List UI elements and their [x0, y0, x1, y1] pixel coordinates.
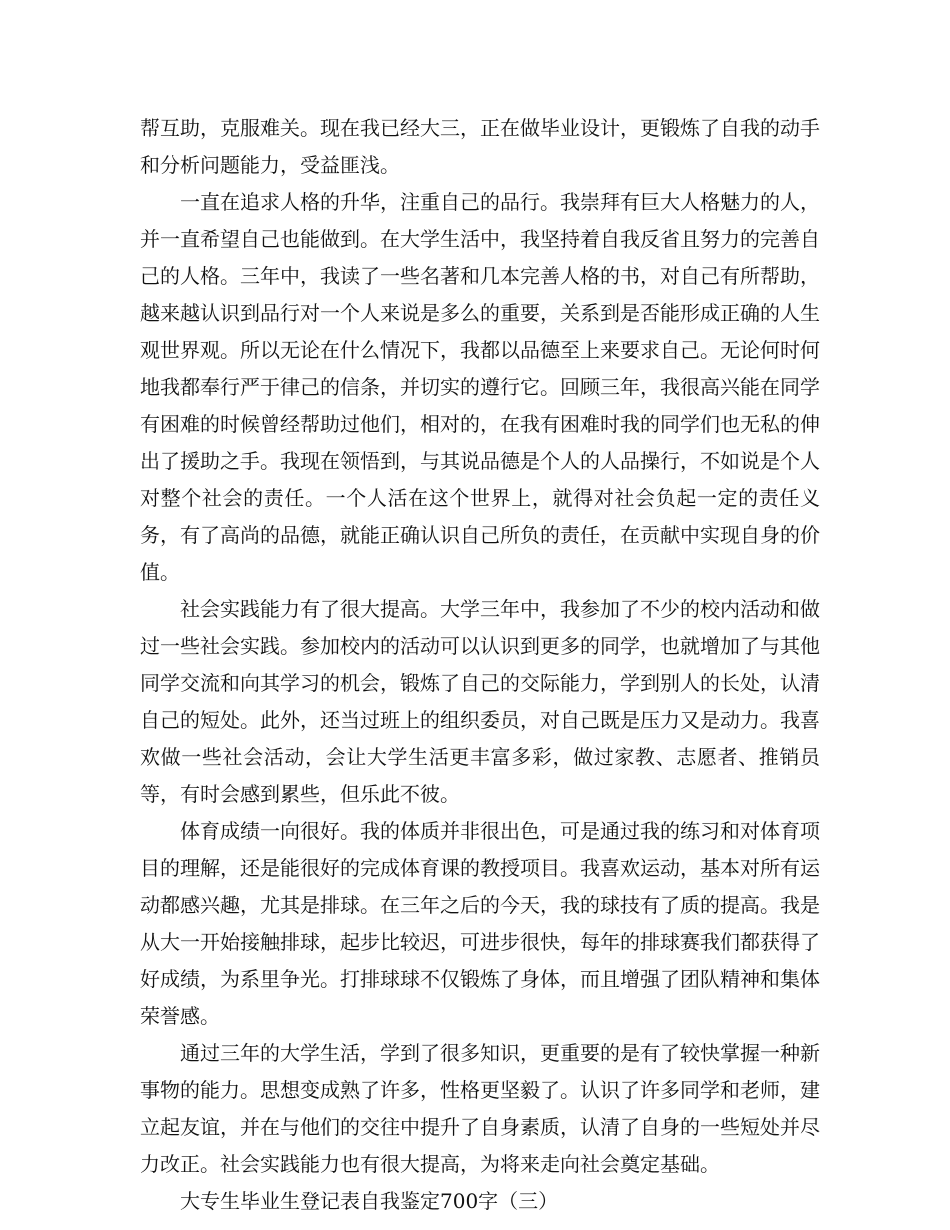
paragraph-3: 社会实践能力有了很大提高。大学三年中，我参加了不少的校内活动和做过一些社会实践。参加校内的活动可以认识到更多的同学，也就增加了与其他同学交流和向其学习的机会，锻炼了自己的交际能力，学到别人的长处，认清自己的短处。此外，还当过班上的组织委员，对自己既是压力又是动力。我喜欢做一些社会活动，会让大学生活更丰富多彩，做过家教、志愿者、推销员等，有时会感到累些，但乐此不彼。	[140, 597, 820, 806]
paragraph-5: 通过三年的大学生活，学到了很多知识，更重要的是有了较快掌握一种新事物的能力。思想变成熟了许多，性格更坚毅了。认识了许多同学和老师，建立起友谊，并在与他们的交往中提升了自身素质，认清了自身的一些短处并尽力改正。社会实践能力也有很大提高，为将来走向社会奠定基础。	[140, 1041, 820, 1176]
document-body	[140, 110, 820, 1220]
paragraph-4: 体育成绩一向很好。我的体质并非很出色，可是通过我的练习和对体育项目的理解，还是能很好的完成体育课的教授项目。我喜欢运动，基本对所有运动都感兴趣，尤其是排球。在三年之后的今天，我的球技有了质的提高。我是从大一开始接触排球，起步比较迟，可进步很快，每年的排球赛我们都获得了好成绩，为系里争光。打排球球不仅锻炼了身体，而且增强了团队精神和集体荣誉感。	[140, 819, 820, 1028]
paragraph-2: 一直在追求人格的升华，注重自己的品行。我崇拜有巨大人格魅力的人，并一直希望自己也能做到。在大学生活中，我坚持着自我反省且努力的完善自己的人格。三年中，我读了一些名著和几本完善人格的书，对自己有所帮助，越来越认识到品行对一个人来说是多么的重要，关系到是否能形成正确的人生观世界观。所以无论在什么情况下，我都以品德至上来要求自己。无论何时何地我都奉行严于律己的信条，并切实的遵行它。回顾三年，我很高兴能在同学有困难的时候曾经帮助过他们，相对的，在我有困难时我的同学们也无私的伸出了援助之手。我现在领悟到，与其说品德是个人的人品操行，不如说是个人对整个社会的责任。一个人活在这个世界上，就得对社会负起一定的责任义务，有了高尚的品德，就能正确认识自己所负的责任，在贡献中实现自身的价值。	[140, 190, 820, 584]
section-heading: 大专生毕业生登记表自我鉴定700字（三）	[180, 1189, 559, 1213]
paragraph-1: 帮互助，克服难关。现在我已经大三，正在做毕业设计，更锻炼了自我的动手和分析问题能力，受益匪浅。	[140, 116, 820, 177]
